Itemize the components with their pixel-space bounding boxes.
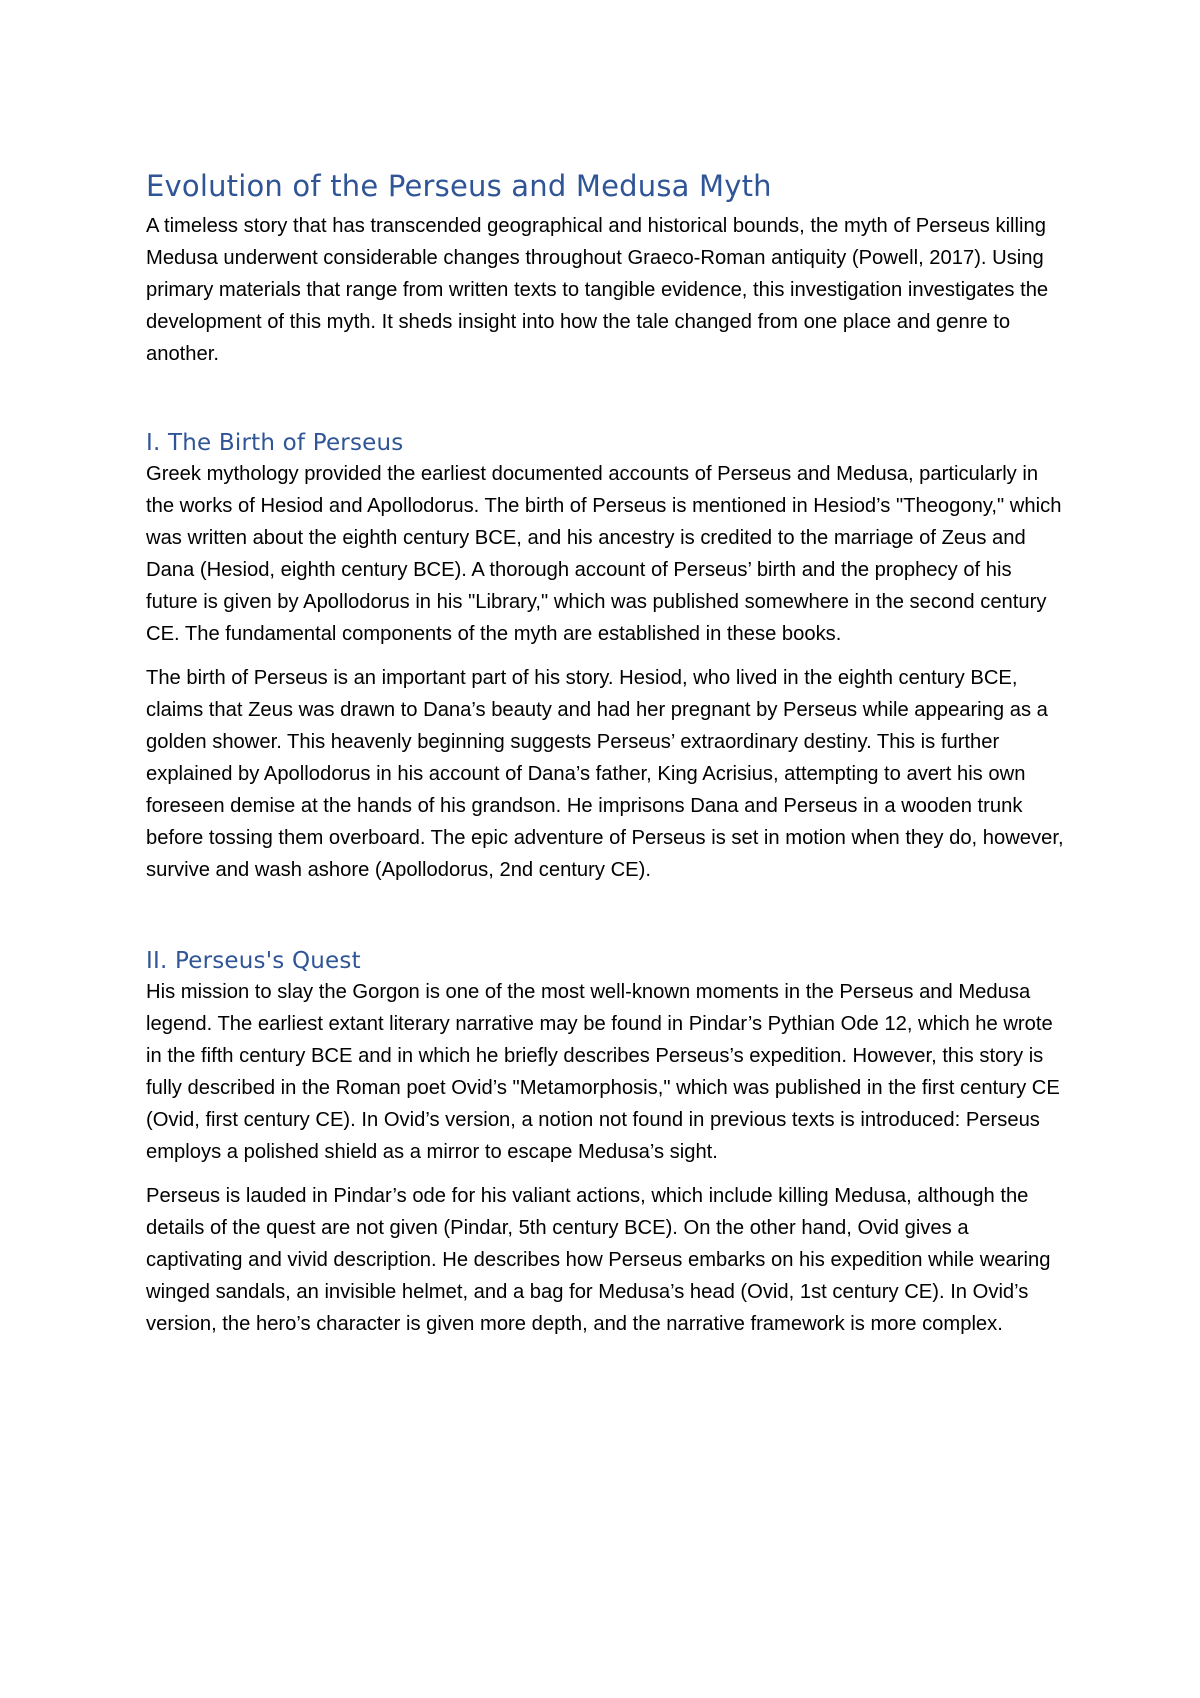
section-perseus-quest <box>146 946 1066 1340</box>
intro-paragraph: A timeless story that has transcended geographical and historical bounds, the myth of Perseus killing Medusa underwent considerable changes throughout Graeco-Roman antiquity (Powell, 2017). Using primary materials that range from written texts to tangible evidence, this investigation investigates the development of this myth. It sheds insight into how the tale changed from one place and genre to another. <box>146 215 1049 365</box>
section-heading: II. Perseus's Quest <box>146 948 361 974</box>
body-paragraph: Greek mythology provided the earliest documented accounts of Perseus and Medusa, particularly in the works of Hesiod and Apollodorus. The birth of Perseus is mentioned in Hesiod’s "Theogony," which was written about the eighth century BCE, and his ancestry is credited to the marriage of Zeus and Dana (Hesiod, eighth century BCE). A thorough account of Perseus’ birth and the prophecy of his future is given by Apollodorus in his "Library," which was published somewhere in the second century CE. The fundamental components of the myth are established in these books. <box>146 463 1062 645</box>
document-body <box>146 168 1066 1340</box>
body-paragraph: The birth of Perseus is an important part of his story. Hesiod, who lived in the eighth century BCE, claims that Zeus was drawn to Dana’s beauty and had her pregnant by Perseus while appearing as a golden shower. This heavenly beginning suggests Perseus’ extraordinary destiny. This is further explained by Apollodorus in his account of Dana’s father, King Acrisius, attempting to avert his own foreseen demise at the hands of his grandson. He imprisons Dana and Perseus in a wooden trunk before tossing them overboard. The epic adventure of Perseus is set in motion when they do, however, survive and wash ashore (Apollodorus, 2nd century CE). <box>146 667 1064 881</box>
document-title: Evolution of the Perseus and Medusa Myth <box>146 169 772 203</box>
section-birth-of-perseus <box>146 428 1066 886</box>
body-paragraph: Perseus is lauded in Pindar’s ode for his valiant actions, which include killing Medusa, although the details of the quest are not given (Pindar, 5th century BCE). On the other hand, Ovid gives a captivating and vivid description. He describes how Perseus embarks on his expedition while wearing winged sandals, an invisible helmet, and a bag for Medusa’s head (Ovid, 1st century CE). In Ovid’s version, the hero’s character is given more depth, and the narrative framework is more complex. <box>146 1185 1051 1335</box>
body-paragraph: His mission to slay the Gorgon is one of the most well-known moments in the Perseus and Medusa legend. The earliest extant literary narrative may be found in Pindar’s Pythian Ode 12, which he wrote in the fifth century BCE and in which he briefly describes Perseus’s expedition. However, this story is fully described in the Roman poet Ovid’s "Metamorphosis," which was published in the first century CE (Ovid, first century CE). In Ovid’s version, a notion not found in previous texts is introduced: Perseus employs a polished shield as a mirror to escape Medusa’s sight. <box>146 981 1060 1163</box>
section-heading: I. The Birth of Perseus <box>146 430 404 456</box>
